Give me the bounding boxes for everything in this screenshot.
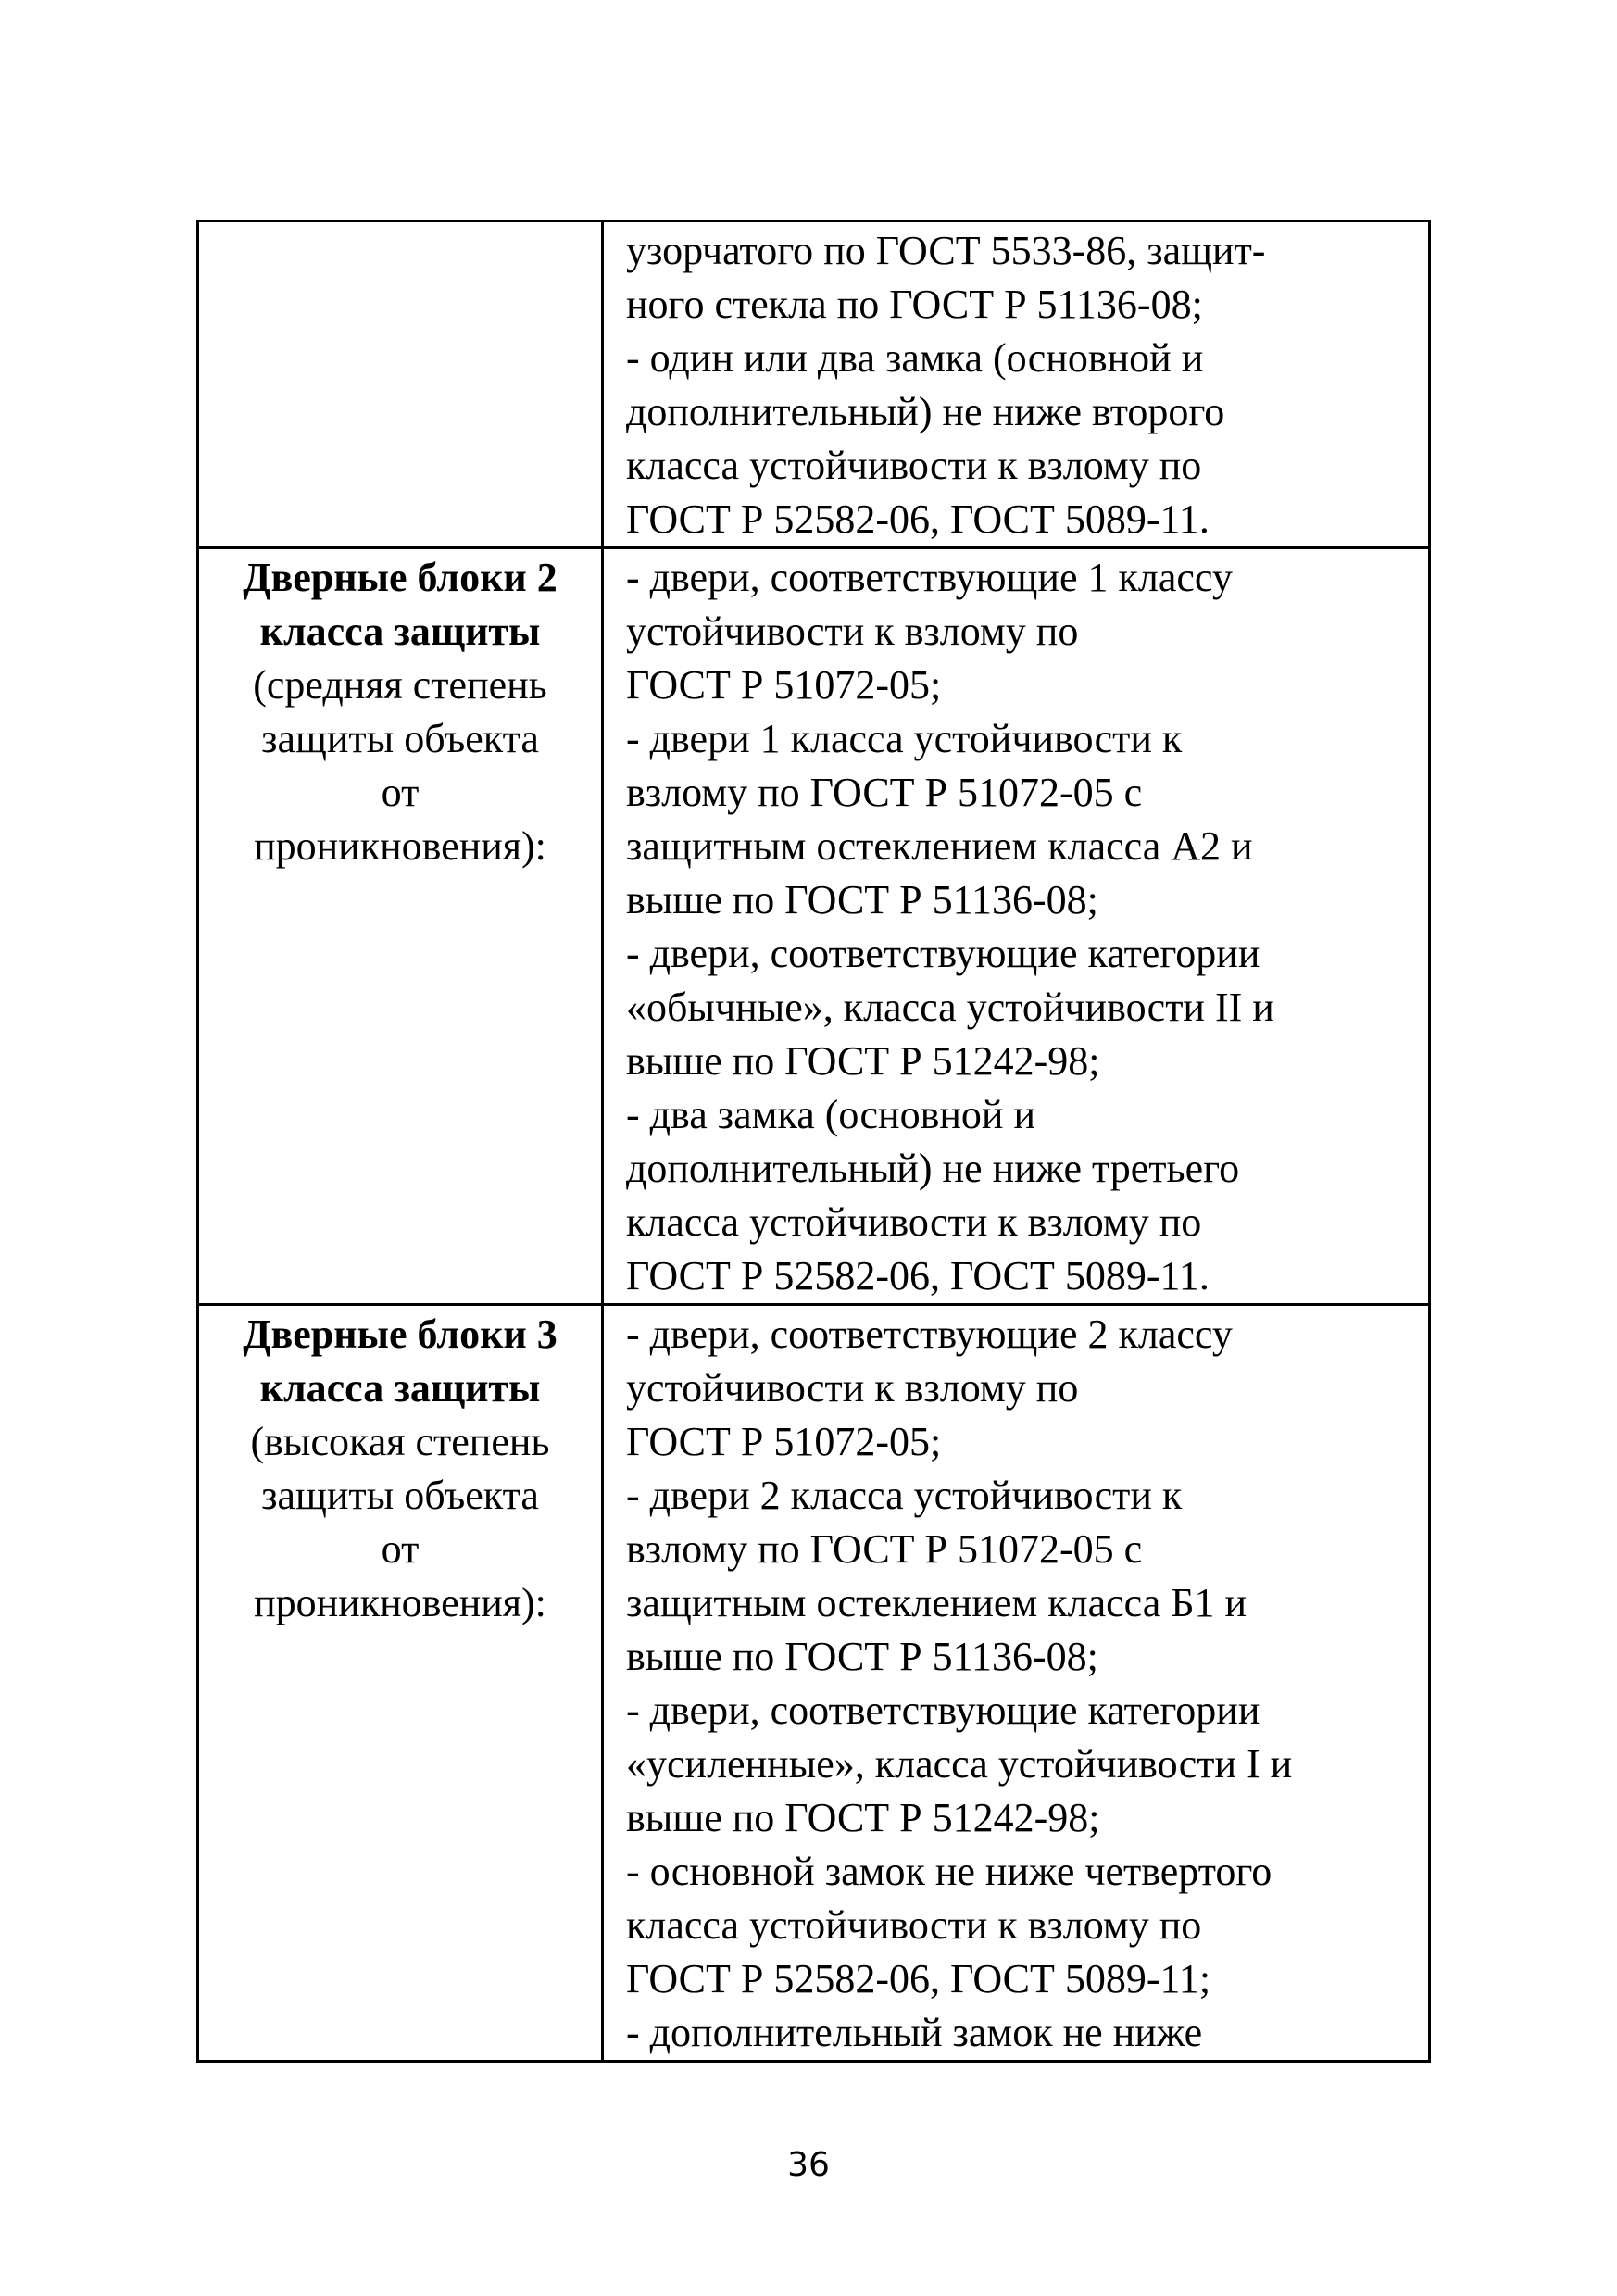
row-2-right-cell <box>603 548 1430 1305</box>
row-3-description-line: (высокая степень <box>250 1419 550 1464</box>
row-2-line: - двери, соответствующие категории <box>626 931 1260 976</box>
row-3-line: класса устойчивости к взлому по <box>626 1902 1202 1948</box>
row-3-line: взлому по ГОСТ Р 51072-05 с <box>626 1526 1143 1572</box>
row-3-line: выше по ГОСТ Р 51242-98; <box>626 1795 1100 1840</box>
row-2-line: выше по ГОСТ Р 51242-98; <box>626 1038 1100 1084</box>
row-1-line: узорчатого по ГОСТ 5533-86, защит- <box>626 228 1266 273</box>
row-2-line: «обычные», класса устойчивости II и <box>626 985 1274 1030</box>
row-1-line: - один или два замка (основной и <box>626 335 1204 381</box>
row-3-line: защитным остеклением класса Б1 и <box>626 1580 1247 1625</box>
row-2-description-line: защиты объекта <box>261 716 539 761</box>
row-2-line: - два замка (основной и <box>626 1092 1035 1137</box>
row-2-description-line: (средняя степень <box>253 662 547 708</box>
row-3-heading-line: Дверные блоки 3 <box>243 1311 558 1357</box>
row-2-line: дополнительный) не ниже третьего <box>626 1146 1240 1191</box>
content-table <box>196 220 1431 2063</box>
row-2-left-cell <box>198 548 603 1305</box>
page-number: 36 <box>787 2146 830 2184</box>
row-3-right-cell <box>603 1305 1430 2062</box>
row-2-line: ГОСТ Р 51072-05; <box>626 662 942 708</box>
row-3-line: - дополнительный замок не ниже <box>626 2010 1203 2055</box>
row-2-line: устойчивости к взлому по <box>626 609 1079 654</box>
row-1-line: ГОСТ Р 52582-06, ГОСТ 5089-11. <box>626 496 1210 542</box>
row-2-heading-line: класса защиты <box>259 609 541 654</box>
row-2-heading-line: Дверные блоки 2 <box>243 555 558 600</box>
table-row <box>198 221 1430 548</box>
row-3-line: «усиленные», класса устойчивости I и <box>626 1741 1293 1787</box>
row-2-line: выше по ГОСТ Р 51136-08; <box>626 877 1098 922</box>
row-3-line: - двери 2 класса устойчивости к <box>626 1473 1183 1518</box>
row-2-line: ГОСТ Р 52582-06, ГОСТ 5089-11. <box>626 1253 1210 1299</box>
row-3-line: ГОСТ Р 52582-06, ГОСТ 5089-11; <box>626 1956 1211 2001</box>
row-2-line: защитным остеклением класса А2 и <box>626 823 1253 869</box>
row-3-left-cell <box>198 1305 603 2062</box>
row-3-line: устойчивости к взлому по <box>626 1365 1079 1411</box>
row-3-heading-line: класса защиты <box>259 1365 541 1411</box>
row-2-description-line: проникновения): <box>254 823 546 869</box>
row-3-line: - двери, соответствующие категории <box>626 1687 1260 1733</box>
row-2-description-line: от <box>381 770 420 815</box>
row-3-description-line: проникновения): <box>254 1580 546 1625</box>
row-3-line: - основной замок не ниже четвертого <box>626 1849 1272 1894</box>
row-3-line: выше по ГОСТ Р 51136-08; <box>626 1634 1098 1679</box>
row-2-line: класса устойчивости к взлому по <box>626 1199 1202 1245</box>
row-3-line: - двери, соответствующие 2 классу <box>626 1311 1233 1357</box>
row-3-line: ГОСТ Р 51072-05; <box>626 1419 942 1464</box>
row-2-line: - двери, соответствующие 1 классу <box>626 555 1233 600</box>
row-1-left-cell <box>198 221 603 548</box>
row-1-line: дополнительный) не ниже второго <box>626 389 1225 434</box>
row-1-line: ного стекла по ГОСТ Р 51136-08; <box>626 282 1203 327</box>
row-2-line: взлому по ГОСТ Р 51072-05 с <box>626 770 1143 815</box>
row-1-line: класса устойчивости к взлому по <box>626 443 1202 488</box>
row-1-right-cell <box>603 221 1430 548</box>
row-3-description-line: защиты объекта <box>261 1473 539 1518</box>
table-row <box>198 548 1430 1305</box>
table-row <box>198 1305 1430 2062</box>
row-2-line: - двери 1 класса устойчивости к <box>626 716 1183 761</box>
row-3-description-line: от <box>381 1526 420 1572</box>
